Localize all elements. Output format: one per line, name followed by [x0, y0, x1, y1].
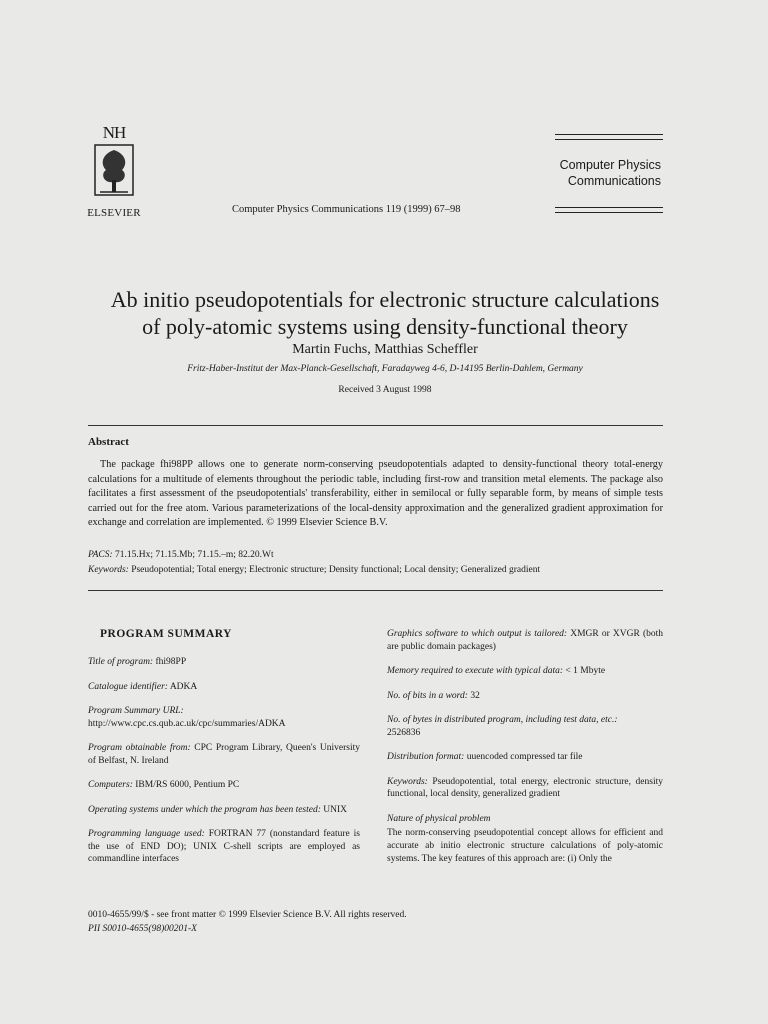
- authors: Martin Fuchs, Matthias Scheffler: [292, 342, 478, 357]
- summary-entry: [88, 804, 360, 817]
- pacs-label: PACS:: [88, 550, 113, 560]
- entry-value: < 1 Mbyte: [565, 666, 606, 676]
- entry-value: UNIX: [323, 804, 348, 815]
- entry-value: IBM/RS 6000, Pentium PC: [135, 780, 240, 790]
- journal-name-line1: Computer Physics: [559, 158, 661, 172]
- entry-label: Program obtainable from:: [88, 743, 191, 753]
- entry-value: 32: [470, 690, 480, 701]
- entry-value: 2526836: [387, 727, 421, 738]
- entry-value: uuencoded compressed tar file: [466, 752, 583, 762]
- keywords: [88, 565, 540, 575]
- entry-value: fhi98PP: [155, 657, 187, 667]
- abstract-heading: Abstract: [88, 436, 129, 448]
- keywords-value: Pseudopotential; Total energy; Electronic structure; Density functional; Local density; Generalized gradient: [131, 565, 541, 575]
- copyright-footer: [88, 908, 407, 936]
- summary-entry: [88, 828, 360, 866]
- entry-label: Catalogue identifier:: [88, 681, 168, 692]
- pacs: [88, 550, 274, 560]
- pacs-value: 71.15.Hx; 71.15.Mb; 71.15.–m; 82.20.Wt: [115, 550, 274, 560]
- entry-value: Pseudopotential, total energy, electronic structure, density functional, local density, generalized gradient: [387, 776, 664, 799]
- abstract-bottom-rule: [88, 590, 663, 591]
- title-line1: Ab initio pseudopotentials for electronic structure calculations: [110, 287, 660, 312]
- summary-entry: [387, 776, 663, 801]
- entry-value: CPC Program Library, Queen's University of Belfast, N. Ireland: [88, 743, 360, 766]
- summary-entry: [88, 705, 360, 730]
- publisher-logo: [84, 124, 144, 219]
- entry-label: Keywords:: [387, 776, 428, 787]
- entry-label: Programming language used:: [88, 829, 205, 839]
- summary-entry: [88, 779, 360, 792]
- summary-entry: [88, 656, 360, 669]
- program-summary-right: [387, 628, 663, 866]
- abstract-text: The package fhi98PP allows one to generate norm-conserving pseudopotentials adapted to density-functional theory total-energy calculations for a multitude of elements throughout the periodic table, including first-row and transition metal elements. The package also facilitates a first assessment of the pseudopotentials' transferability, either in semilocal or fully separable form, by means of simple tests carried out for the free atom. Various parameterizations of the local-density approximation and the generalized gradient approximation for exchange and correlation are implemented. © 1999 Elsevier Science B.V.: [88, 459, 663, 528]
- elsevier-tree-icon: [94, 144, 134, 196]
- header-rule: [555, 212, 663, 213]
- nature-text: The norm-conserving pseudopotential concept allows for efficient and accurate ab initio electronic structure calculations of poly-atomic systems. The key features of this approach are: (i) Only the: [387, 828, 663, 864]
- logo-text: NH: [102, 123, 126, 142]
- summary-entry: [387, 690, 663, 703]
- nature-label: Nature of physical problem: [387, 813, 491, 824]
- entry-label: Distribution format:: [387, 752, 465, 762]
- summary-entry: [387, 665, 663, 678]
- header-rule: [555, 134, 663, 135]
- affiliation: Fritz-Haber-Institut der Max-Planck-Gesellschaft, Faradayweg 4-6, D-14195 Berlin-Dahlem, Germany: [187, 364, 583, 374]
- entry-label: No. of bits in a word:: [387, 690, 468, 701]
- received-date: Received 3 August 1998: [338, 385, 432, 395]
- summary-entry: [387, 628, 663, 653]
- nature-of-problem: [387, 813, 663, 867]
- program-summary-left: [88, 628, 360, 878]
- entry-value: FORTRAN 77 (nonstandard feature is the use of END DO); UNIX C-shell scripts are employed as commandline interfaces: [88, 829, 361, 864]
- entry-value: ADKA: [169, 681, 198, 692]
- keywords-label: Keywords:: [88, 565, 129, 575]
- entry-label: Operating systems under which the program has been tested:: [88, 804, 321, 815]
- publisher-name: ELSEVIER: [87, 207, 141, 219]
- summary-entry: [387, 751, 663, 764]
- summary-entry: [387, 714, 663, 739]
- entry-label: Program Summary URL:: [88, 706, 184, 716]
- entry-label: Graphics software to which output is tailored:: [387, 629, 568, 639]
- footer-pii: PII S0010-4655(98)00201-X: [88, 924, 197, 934]
- header-rule: [555, 207, 663, 208]
- journal-reference: Computer Physics Communications 119 (1999) 67–98: [232, 204, 461, 215]
- entry-label: No. of bytes in distributed program, including test data, etc.:: [387, 715, 618, 725]
- summary-entry: [88, 742, 360, 767]
- entry-label: Memory required to execute with typical data:: [387, 666, 564, 676]
- program-summary-heading: PROGRAM SUMMARY: [100, 628, 232, 640]
- footer-line1: 0010-4655/99/$ - see front matter © 1999 Elsevier Science B.V. All rights reserved.: [88, 910, 407, 920]
- abstract-top-rule: [88, 425, 663, 426]
- summary-entry: [88, 681, 360, 694]
- header-rule: [555, 139, 663, 140]
- title-line2: of poly-atomic systems using density-functional theory: [142, 314, 628, 339]
- entry-value: http://www.cpc.cs.qub.ac.uk/cpc/summaries/ADKA: [88, 718, 286, 729]
- entry-value: XMGR or XVGR (both are public domain packages): [387, 629, 664, 652]
- article-title: [60, 286, 710, 340]
- journal-name-line2: Communications: [567, 174, 661, 188]
- entry-label: Title of program:: [88, 657, 154, 667]
- entry-label: Computers:: [88, 780, 133, 790]
- journal-name: [520, 157, 661, 189]
